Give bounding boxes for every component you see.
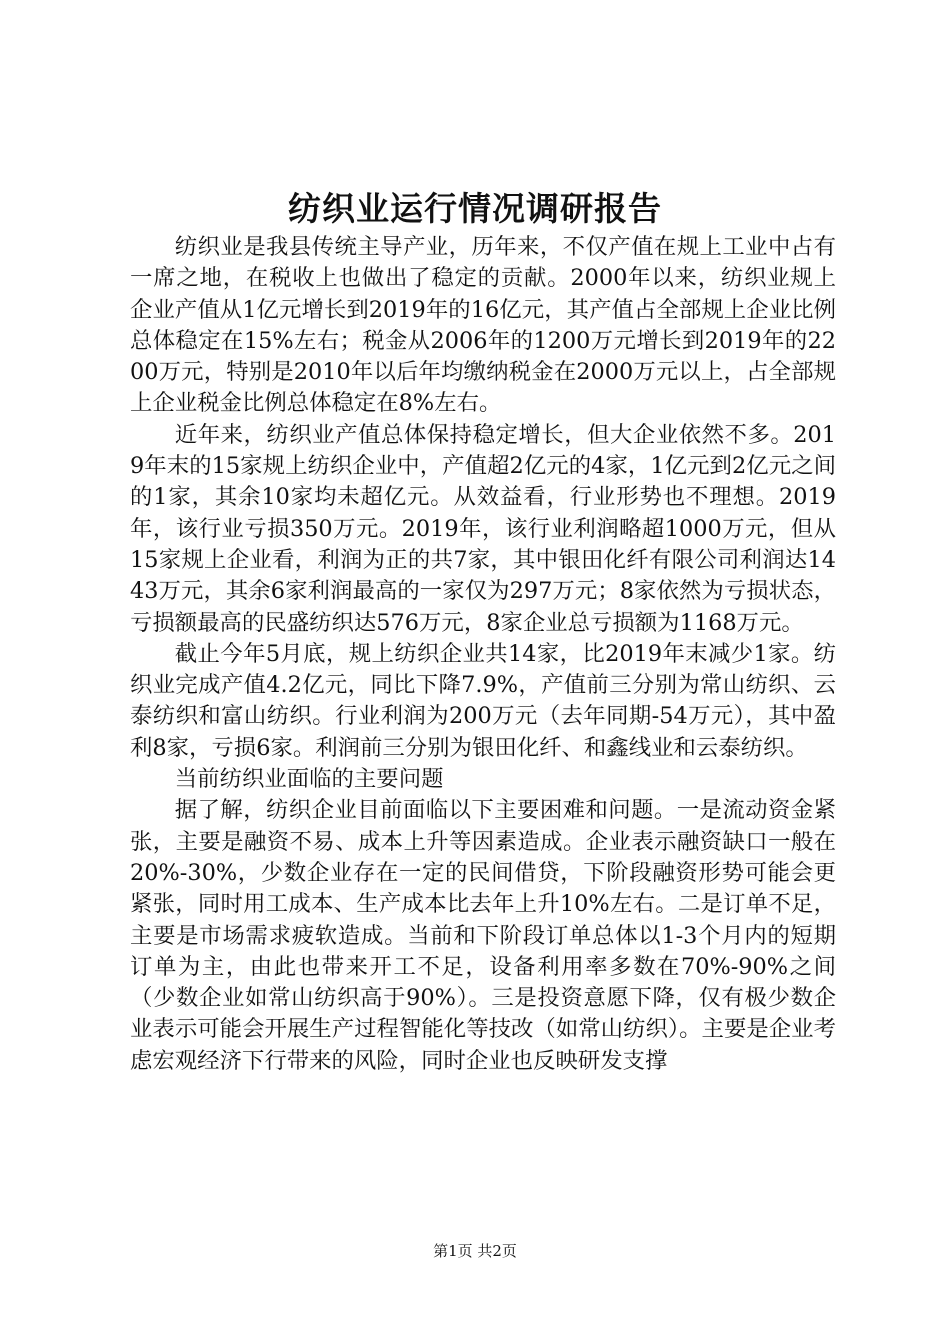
document-title: 纺织业运行情况调研报告 — [288, 189, 662, 228]
paragraph-recent-years: 近年来，纺织业产值总体保持稳定增长，但大企业依然不多。2019年末的15家规上纺织企业中，产值超2亿元的4家，1亿元到2亿元之间的1家，其余10家均未超亿元。从效益看，行业形势也不理想。2019年，该行业亏损350万元。2019年，该行业利润略超1000万元，但从15家规上企业看，利润为正的共7家，其中银田化纤有限公司利润达1443万元，其余6家利润最高的一家仅为297万元；8家依然为亏损状态，亏损额最高的民盛纺织达576万元，8家企业总亏损额为1168万元。 — [130, 421, 836, 636]
paragraph-problems: 据了解，纺织企业目前面临以下主要困难和问题。一是流动资金紧张，主要是融资不易、成本上升等因素造成。企业表示融资缺口一般在20%-30%，少数企业存在一定的民间借贷，下阶段融资形势可能会更紧张，同时用工成本、生产成本比去年上升10%左右。二是订单不足，主要是市场需求疲软造成。当前和下阶段订单总体以1-3个月内的短期订单为主，由此也带来开工不足，设备利用率多数在70%-90%之间（少数企业如常山纺织高于90%）。三是投资意愿下降，仅有极少数企业表示可能会开展生产过程智能化等技改（如常山纺织）。主要是企业考虑宏观经济下行带来的风险，同时企业也反映研发支撑 — [130, 797, 836, 1074]
section-heading-problems: 当前纺织业面临的主要问题 — [174, 766, 444, 793]
paragraph-current-status: 截止今年5月底，规上纺织企业共14家，比2019年末减少1家。纺织业完成产值4.2亿元，同比下降7.9%，产值前三分别为常山纺织、云泰纺织和富山纺织。行业利润为200万元（去年同期-54万元），其中盈利8家，亏损6家。利润前三分别为银田化纤、和鑫线业和云泰纺织。 — [130, 640, 836, 761]
document-body — [130, 232, 836, 1077]
page-number-footer: 第1页 共2页 — [433, 1242, 517, 1260]
paragraph-overview: 纺织业是我县传统主导产业，历年来，不仅产值在规上工业中占有一席之地，在税收上也做出了稳定的贡献。2000年以来，纺织业规上企业产值从1亿元增长到2019年的16亿元，其产值占全部规上企业比例总体稳定在15%左右；税金从2006年的1200万元增长到2019年的2200万元，特别是2010年以后年均缴纳税金在2000万元以上，占全部规上企业税金比例总体稳定在8%左右。 — [130, 234, 836, 417]
